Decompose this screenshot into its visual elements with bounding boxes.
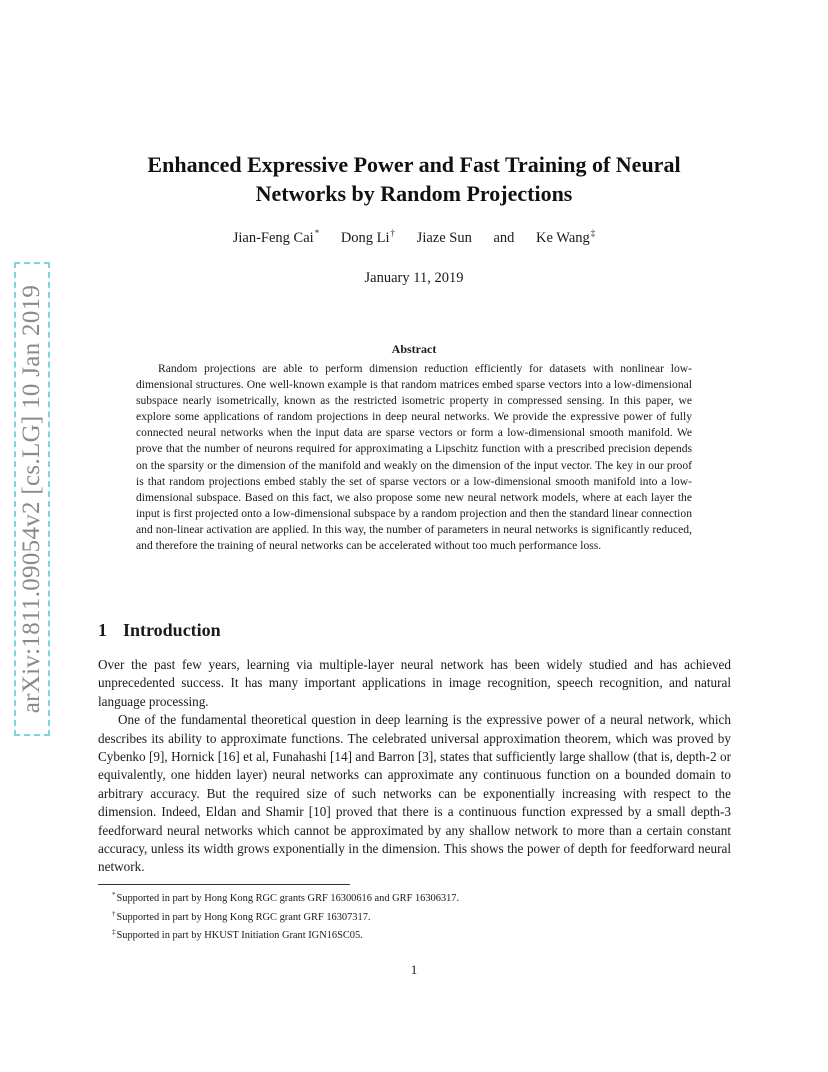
author-1 bbox=[233, 230, 319, 246]
footnotes bbox=[98, 888, 731, 944]
author-name: Dong Li bbox=[340, 230, 390, 246]
footnote-text: Supported in part by Hong Kong RGC grant GRF 16307317. bbox=[116, 911, 371, 923]
author-conjunction: and bbox=[493, 230, 515, 246]
footnote bbox=[98, 907, 731, 926]
author-footnote-mark[interactable]: ‡ bbox=[590, 228, 596, 238]
paragraph: Over the past few years, learning via multiple-layer neural network has been widely studied and has achieved unprecedented success. It has many important applications in image recognition, speech recognition, and natural language processing. bbox=[98, 657, 731, 709]
author-footnote-mark[interactable]: * bbox=[314, 228, 320, 238]
arxiv-identifier-text: arXiv:1811.09054v2 [cs.LG] 10 Jan 2019 bbox=[18, 284, 45, 714]
footnote-mark: ‡ bbox=[112, 928, 116, 936]
page-number: 1 bbox=[410, 962, 418, 977]
footnote-text: Supported in part by Hong Kong RGC grants GRF 16300616 and GRF 16306317. bbox=[116, 893, 460, 904]
footnote-text: Supported in part by HKUST Initiation Grant IGN16SC05. bbox=[116, 930, 363, 941]
author-4 bbox=[536, 230, 595, 246]
abstract-heading: Abstract bbox=[391, 342, 437, 356]
author-name: Jiaze Sun bbox=[416, 230, 472, 246]
author-name: Ke Wang bbox=[536, 230, 590, 246]
paragraph: One of the fundamental theoretical question in deep learning is the expressive power of a neural network, which describes its ability to approximate functions. The celebrated universal approximation theorem, which was proved by Cybenko [9], Hornick [16] et al, Funahashi [14] and Barron [3], states that sufficiently large shallow (that is, depth-2 or equivalently, one hidden layer) neural networks can approximate any continuous function on a bounded domain to arbitrary accuracy. But the required size of such networks can be exponentially increasing with respect to the dimension. Indeed, Eldan and Shamir [10] proved that there is a continuous function expressed by a small depth-3 feedforward neural networks which cannot be approximated by any shallow network to more than a certain constant accuracy, unless its width grows exponentially in the dimension. This shows the power of depth for feedforward neural network. bbox=[98, 712, 731, 875]
footnote-mark: † bbox=[112, 909, 116, 918]
section-number: 1 bbox=[98, 620, 107, 640]
author-2 bbox=[341, 230, 395, 246]
section-body bbox=[98, 656, 731, 877]
footnote bbox=[98, 888, 731, 907]
paper-title: Enhanced Expressive Power and Fast Training of Neural Networks by Random Projections bbox=[147, 152, 681, 206]
footnote-divider bbox=[98, 884, 350, 885]
author-footnote-mark[interactable]: † bbox=[390, 228, 396, 238]
section-heading bbox=[98, 620, 221, 641]
footnote-mark: * bbox=[112, 891, 116, 899]
author-3 bbox=[417, 230, 472, 246]
paper-date: January 11, 2019 bbox=[364, 270, 464, 286]
arxiv-identifier-stamp[interactable] bbox=[14, 262, 50, 736]
abstract-text: Random projections are able to perform dimension reduction efficiently for datasets with nonlinear low-dimensional structures. One well-known example is that random matrices embed sparse vectors into a low-dimensional subspace nearly isometrically, known as the restricted isometric property in compressed sensing. In this paper, we explore some applications of random projections in deep neural networks. We provide the expressive power of fully connected neural networks when the input data are sparse vectors or form a low-dimensional smooth manifold. We prove that the number of neurons required for approximating a Lipschitz function with a prescribed precision depends on the sparsity or the dimension of the manifold and weakly on the dimension of the input vector. The key in our proof is that random projections embed stably the set of sparse vectors or a low-dimensional smooth manifold into a low-dimensional subspace. Based on this fact, we also propose some new neural network models, where at each layer the input is first projected onto a low-dimensional subspace by a random projection and then the standard linear connection and non-linear activation are applied. In this way, the number of parameters in neural networks is significantly reduced, and therefore the training of neural networks can be accelerated without too much performance loss. bbox=[136, 362, 692, 553]
author-list bbox=[100, 228, 728, 247]
footnote bbox=[98, 925, 731, 944]
section-title: Introduction bbox=[123, 620, 221, 640]
author-name: Jian-Feng Cai bbox=[232, 230, 314, 246]
